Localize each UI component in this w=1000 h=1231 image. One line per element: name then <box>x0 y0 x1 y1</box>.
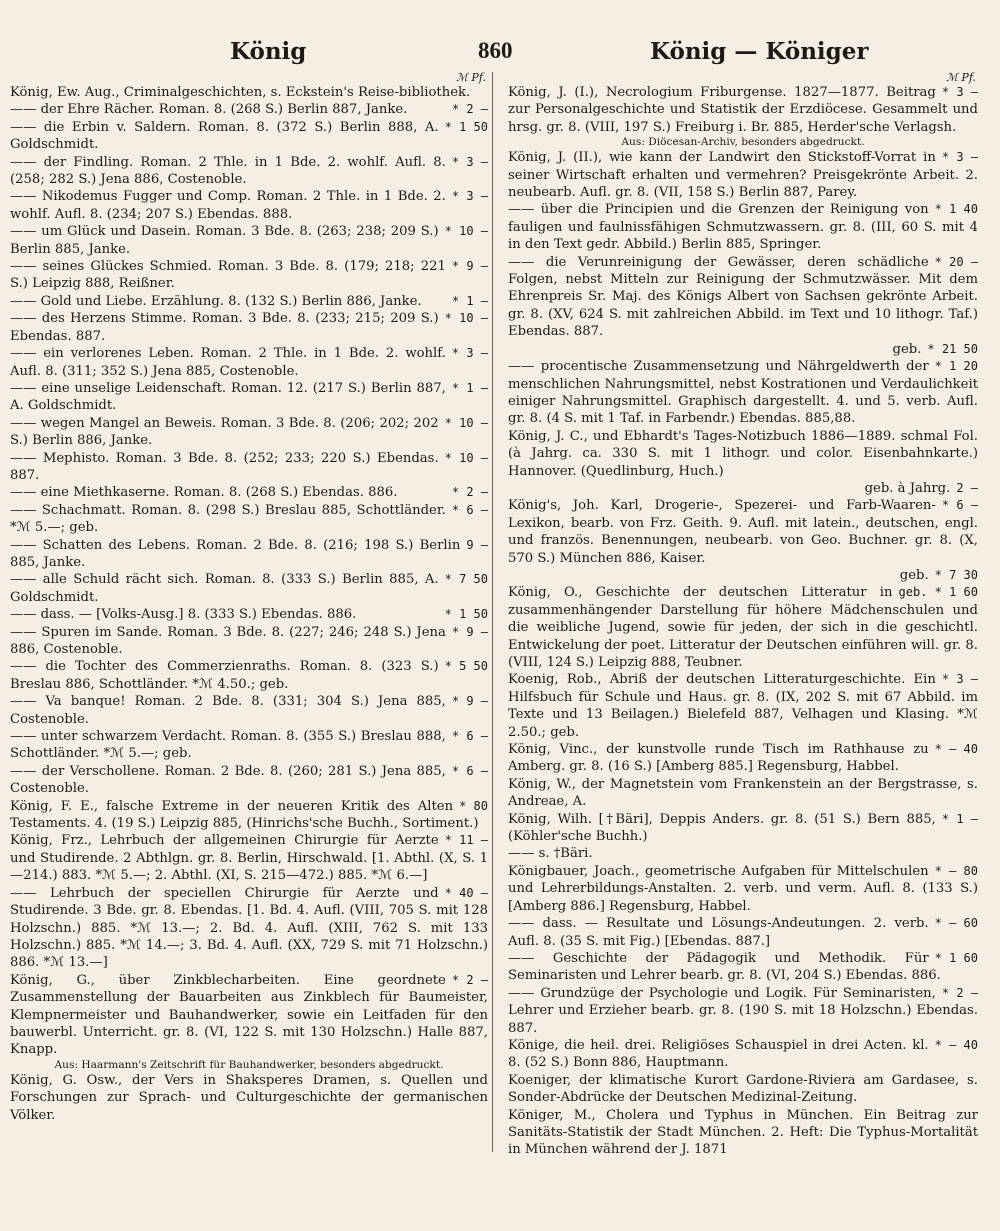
header-right-title: König — Königer <box>650 38 869 65</box>
catalog-entry <box>10 450 488 485</box>
entry-text: —— der Findling. Roman. 2 Thle. in 1 Bde. 2. wohlf. Aufl. 8. (258; 282 S.) Jena 886, Costenoble. <box>10 154 446 188</box>
entry-price: * 2 — <box>451 102 488 117</box>
entry-price: * — 60 <box>934 916 978 931</box>
catalog-entry <box>10 763 488 798</box>
catalog-entry <box>508 254 978 341</box>
entry-price: * 2 — <box>941 985 978 1000</box>
catalog-entry <box>508 776 978 811</box>
source-note <box>508 136 978 149</box>
catalog-entry <box>10 885 488 972</box>
catalog-entry <box>508 567 978 584</box>
entry-text: —— unter schwarzem Verdacht. Roman. 8. (355 S.) Breslau 888, Schottländer. *ℳ 5.—; geb. <box>10 729 446 762</box>
entry-price: * 1 50 <box>444 607 488 622</box>
page-number: 860 <box>478 38 513 63</box>
catalog-entry <box>10 606 488 623</box>
catalog-entry <box>508 497 978 567</box>
entry-text: —— ein verlorenes Leben. Roman. 2 Thle. in 1 Bde. 2. wohlf. Aufl. 8. (311; 352 S.) Jena 885, Costenoble. <box>10 346 446 379</box>
entry-text: —— Spuren im Sande. Roman. 3 Bde. 8. (227; 246; 248 S.) Jena 886, Costenoble. <box>10 624 446 657</box>
entry-price: * 10 — <box>444 224 488 239</box>
catalog-entry <box>508 428 978 480</box>
entry-price: * 7 50 <box>444 572 488 587</box>
entry-text: —— seines Glückes Schmied. Roman. 3 Bde. 8. (179; 218; 221 S.) Leipzig 888, Reißner. <box>10 259 446 292</box>
entry-price: * 20 — <box>934 254 978 269</box>
entry-text: Könige, die heil. drei. Religiöses Schauspiel in drei Acten. kl. 8. (52 S.) Bonn 886, Hauptmann. <box>508 1037 929 1071</box>
entry-price: * 10 — <box>444 450 488 465</box>
entry-price: * 9 — <box>451 694 488 709</box>
catalog-entry <box>508 950 978 985</box>
entry-text: —— Schachmatt. Roman. 8. (298 S.) Breslau 885, Schottländer. *ℳ 5.—; geb. <box>10 502 446 536</box>
entry-text: —— Geschichte der Pädagogik und Methodik. Für Seminaristen und Lehrer bearb. gr. 8. (VI, 204 S.) Ebendas. 886. <box>508 950 941 984</box>
entry-price: * 3 — <box>451 189 488 204</box>
entry-price: * 5 50 <box>444 659 488 674</box>
catalog-entry <box>10 293 488 310</box>
catalog-entry <box>10 502 488 537</box>
entry-text: —— die Verunreinigung der Gewässer, deren schädliche Folgen, nebst Mitteln zur Reinigung der Schmutzwässer. Mit dem Ehrenpreis Sr. Maj. des Königs Albert von Sachsen gekrönte Arbeit. gr. 8. (XV, 624 S. mit zahlreichen Abbild. im Text und 10 lithogr. Taf.) Ebendas. 887. <box>508 254 978 340</box>
entry-price: * 10 — <box>444 311 488 326</box>
catalog-entry <box>10 832 488 884</box>
catalog-entry <box>10 728 488 763</box>
catalog-entry <box>10 624 488 659</box>
catalog-entry <box>10 119 488 154</box>
entry-text: geb. <box>892 341 922 357</box>
entry-text: —— eine Miethkaserne. Roman. 8. (268 S.) Ebendas. 886. <box>10 485 398 501</box>
entry-price: * 9 — <box>451 259 488 274</box>
entry-price: * 10 — <box>444 415 488 430</box>
price-column-heading: ℳ Pf. <box>946 71 976 84</box>
entry-text: König, F. E., falsche Extreme in der neueren Kritik des Alten Testaments. 4. (19 S.) Leipzig 885, (Hinrichs'sche Buchh., Sortiment.) <box>10 798 479 832</box>
entry-text: Koenig, Rob., Abriß der deutschen Litteraturgeschichte. Ein Hilfsbuch für Schule und Haus. gr. 8. (IX, 202 S. mit 67 Abbild. im Texte und 13 Beilagen.) Bielefeld 887, Velhagen und Klasing. *ℳ 2.50.; geb. <box>508 672 978 740</box>
entry-text: König, Vinc., der kunstvolle runde Tisch im Rathhause zu Amberg. gr. 8. (16 S.) [Amberg 885.] Regensburg, Habbel. <box>508 742 929 775</box>
catalog-entry <box>508 358 978 428</box>
entry-text: Königbauer, Joach., geometrische Aufgaben für Mittelschulen und Lehrerbildungs-Anstalten. 2. verb. und verm. Aufl. 8. (133 S.) [Amberg 886.] Regensburg, Habbel. <box>508 863 978 914</box>
entry-text: —— Mephisto. Roman. 3 Bde. 8. (252; 233; 220 S.) Ebendas. 887. <box>10 450 439 483</box>
catalog-entry <box>10 258 488 293</box>
entry-price: * 6 — <box>451 502 488 517</box>
entry-text: —— des Herzens Stimme. Roman. 3 Bde. 8. (233; 215; 209 S.) Ebendas. 887. <box>10 311 439 344</box>
catalog-entry <box>508 671 978 741</box>
entry-text: —— s. †Bäri. <box>508 846 593 862</box>
catalog-entry <box>10 484 488 501</box>
entry-text: —— der Ehre Rächer. Roman. 8. (268 S.) Berlin 887, Janke. <box>10 102 408 118</box>
entry-price: * 1 50 <box>444 119 488 134</box>
catalog-entry <box>10 310 488 345</box>
entry-text: König, Ew. Aug., Criminalgeschichten, s. Eckstein's Reise-bibliothek. <box>10 85 471 100</box>
entry-text: König, G. Osw., der Vers in Shaksperes Dramen, s. Quellen und Forschungen zur Sprach- und Culturgeschichte der germanischen Völker. <box>10 1072 488 1123</box>
catalog-entry <box>508 811 978 846</box>
entry-text: König, J. C., und Ebhardt's Tages-Notizbuch 1886—1889. schmal Fol. (à Jahrg. ca. 330 S. mit 1 lithogr. und color. Eisenbahnkarte.) Hannover. (Quedlinburg, Huch.) <box>508 428 978 479</box>
entry-text: König, J. (I.), Necrologium Friburgense. 1827—1877. Beitrag zur Personalgeschichte und Statistik der Erzdiöcese. Gesammelt und hrsg. gr. 8. (VIII, 197 S.) Freiburg i. Br. 885, Herder'sche Verlagsh. <box>508 85 978 135</box>
catalog-entry <box>508 584 978 671</box>
entry-price: * 1 40 <box>934 202 978 217</box>
catalog-entry <box>10 223 488 258</box>
price-column-heading: ℳ Pf. <box>456 71 486 84</box>
catalog-entry <box>508 985 978 1037</box>
entry-price: * 1 — <box>941 811 978 826</box>
entry-price: * 2 — <box>451 972 488 987</box>
entry-price: * 3 — <box>941 150 978 165</box>
entry-text: —— über die Principien und die Grenzen der Reinigung von fauligen und faulnissfähigen Schmutzwassern. gr. 8. (III, 60 S. mit 4 in den Text gedr. Abbild.) Berlin 885, Springer. <box>508 202 978 253</box>
catalog-entry <box>508 480 978 497</box>
entry-text: geb. <box>899 567 929 583</box>
entry-price: * 3 — <box>941 85 978 99</box>
entry-price: * 6 — <box>451 729 488 744</box>
catalog-entry <box>508 341 978 358</box>
entry-price: * 6 — <box>941 498 978 513</box>
entry-price: geb. * 1 60 <box>898 585 978 600</box>
header-left-title: König <box>230 38 307 65</box>
catalog-entry <box>10 693 488 728</box>
entry-price: * 80 <box>459 798 488 813</box>
catalog-entry <box>10 658 488 693</box>
entry-text: Königer, M., Cholera und Typhus in München. Ein Beitrag zur Sanitäts-Statistik der Stadt München. 2. Heft: Die Typhus-Mortalität in München während der J. 1871 <box>508 1107 978 1158</box>
entry-text: —— Nikodemus Fugger und Comp. Roman. 2 Thle. in 1 Bde. 2. wohlf. Aufl. 8. (234; 207 S.) Ebendas. 888. <box>10 189 446 222</box>
entry-price: * 21 50 <box>927 341 978 356</box>
entry-price: * 1 20 <box>934 359 978 374</box>
entry-text: —— Schatten des Lebens. Roman. 2 Bde. 8. (216; 198 S.) Berlin 885, Janke. <box>10 537 461 570</box>
entry-price: * 7 30 <box>934 567 978 582</box>
entry-text: Koeniger, der klimatische Kurort Gardone-Riviera am Gardasee, s. Sonder-Abdrücke der Deutschen Medizinal-Zeitung. <box>508 1072 978 1106</box>
entry-price: * 9 — <box>451 624 488 639</box>
catalog-entry <box>508 149 978 201</box>
entry-text: —— eine unselige Leidenschaft. Roman. 12. (217 S.) Berlin 887, A. Goldschmidt. <box>10 380 446 414</box>
entry-text: —— die Tochter des Commerzienraths. Roman. 8. (323 S.) Breslau 886, Schottländer. *ℳ 4.50.; geb. <box>10 659 439 692</box>
entry-text: —— Grundzüge der Psychologie und Logik. Für Seminaristen, Lehrer und Erzieher bearb. gr. 8. (190 S. mit 18 Holzschn.) Ebendas. 887. <box>508 985 978 1036</box>
entry-price: * 40 — <box>444 885 488 900</box>
entry-text: Aus: Diöcesan-Archiv, besonders abgedruckt. <box>621 136 865 149</box>
entry-text: König, O., Geschichte der deutschen Litteratur in zusammenhängender Darstellung für höhere Mädchenschulen und die weibliche Jugend, sowie für jeden, der sich in die geschichtl. Entwickelung der poet. Litteratur der Deutschen einführen will. gr. 8. (VIII, 124 S.) Leipzig 888, Teubner. <box>508 585 978 670</box>
catalog-entry <box>10 84 488 101</box>
catalog-entry <box>10 972 488 1059</box>
catalog-entry <box>508 1037 978 1072</box>
page-header <box>0 38 1000 68</box>
entry-text: König, J. (II.), wie kann der Landwirt den Stickstoff-Vorrat in seiner Wirtschaft erhalten und vermehren? Preisgekrönte Arbeit. 2. neubearb. Aufl. gr. 8. (VII, 158 S.) Berlin 887, Parey. <box>508 150 978 201</box>
entry-price: * 6 — <box>451 763 488 778</box>
right-column <box>508 72 978 1159</box>
entry-text: —— dass. — [Volks-Ausg.] 8. (333 S.) Ebendas. 886. <box>10 607 357 623</box>
entry-price: * — 40 <box>934 1037 978 1052</box>
entry-price: * 3 — <box>451 154 488 169</box>
entry-text: König, W., der Magnetstein vom Frankenstein an der Bergstrasse, s. Andreae, A. <box>508 776 978 810</box>
catalog-entry <box>10 415 488 450</box>
catalog-entry <box>508 84 978 136</box>
entry-text: —— Va banque! Roman. 2 Bde. 8. (331; 304 S.) Jena 885, Costenoble. <box>10 694 446 727</box>
catalog-entry <box>508 915 978 950</box>
entry-text: —— dass. — Resultate und Lösungs-Andeutungen. 2. verb. Aufl. 8. (35 S. mit Fig.) [Ebendas. 887.] <box>508 916 929 949</box>
entry-text: König's, Joh. Karl, Drogerie-, Spezerei- und Farb-Waaren-Lexikon, bearb. von Frz. Geith. 9. Aufl. mit latein., deutschen, engl. und französ. Benennungen, neubearb. von Geo. Buchner. gr. 8. (X, 570 S.) München 886, Kaiser. <box>508 498 978 566</box>
catalog-entry <box>508 741 978 776</box>
entry-text: —— Lehrbuch der speciellen Chirurgie für Aerzte und Studirende. 3 Bde. gr. 8. Ebendas. [1. Bd. 4. Aufl. (VIII, 705 S. mit 128 Holzschn.) 885. *ℳ 13.—; 2. Bd. 4. Aufl. (XIII, 762 S. mit 133 Holzschn.) 885. *ℳ 14.—; 3. Bd. 4. Aufl. (XX, 729 S. mit 71 Holzschn.) 886. *ℳ 13.—] <box>10 885 488 971</box>
entry-text: —— wegen Mangel an Beweis. Roman. 3 Bde. 8. (206; 202; 202 S.) Berlin 886, Janke. <box>10 415 439 449</box>
catalog-entry <box>10 571 488 606</box>
entry-price: * — 80 <box>934 863 978 878</box>
entry-text: König, Frz., Lehrbuch der allgemeinen Chirurgie für Aerzte und Studirende. 2 Abthlgn. gr. 8. Berlin, Hirschwald. [1. Abthl. (X, S. 1—214.) 883. *ℳ 5.—; 2. Abthl. (XI, S. 215—472.) 885. *ℳ 6.—] <box>10 833 488 884</box>
catalog-entry <box>508 201 978 253</box>
entry-text: —— um Glück und Dasein. Roman. 3 Bde. 8. (263; 238; 209 S.) Berlin 885, Janke. <box>10 224 439 257</box>
catalog-entry <box>10 798 488 833</box>
entry-text: König, Wilh. [†Bäri], Deppis Anders. gr. 8. (51 S.) Bern 885, (Köhler'sche Buchh.) <box>508 811 936 845</box>
entry-price: 9 — <box>466 537 488 552</box>
left-column <box>10 72 488 1124</box>
entry-text: —— Gold und Liebe. Erzählung. 8. (132 S.) Berlin 886, Janke. <box>10 293 422 309</box>
entry-price: * 3 — <box>451 346 488 361</box>
source-note <box>10 1059 488 1072</box>
catalog-entry <box>10 101 488 118</box>
entry-text: König, G., über Zinkblecharbeiten. Eine geordnete Zusammenstellung der Bauarbeiten aus Zinkblech für Baumeister, Klempnermeister und Bauhandwerker, sowie ein Leitfaden für den bauwerbl. Unterricht. gr. 8. (VI, 122 S. mit 130 Holzschn.) Halle 887, Knapp. <box>10 972 488 1058</box>
entry-price: * — 40 <box>934 742 978 757</box>
entry-price: 2 — <box>956 480 978 495</box>
catalog-entry <box>508 863 978 915</box>
entry-price: * 1 — <box>451 380 488 395</box>
catalog-entry <box>10 154 488 189</box>
entry-price: * 2 — <box>451 485 488 500</box>
entry-price: * 1 — <box>451 293 488 308</box>
entry-text: —— der Verschollene. Roman. 2 Bde. 8. (260; 281 S.) Jena 885, Costenoble. <box>10 763 446 797</box>
entry-text: Aus: Haarmann's Zeitschrift für Bauhandwerker, besonders abgedruckt. <box>54 1058 444 1071</box>
catalog-entry <box>10 345 488 380</box>
entry-price: * 3 — <box>941 672 978 687</box>
entry-text: —— procentische Zusammensetzung und Nährgeldwerth der menschlichen Nahrungsmittel, nebst Kostrationen und Verdaulichkeit einiger Nahrungsmittel. Graphisch dargestellt. 4. und 5. verb. Aufl. gr. 8. (4 S. mit 1 Taf. in Farbendr.) Ebendas. 885,88. <box>508 359 978 427</box>
entry-text: geb. à Jahrg. <box>864 480 951 496</box>
catalog-entry <box>508 845 978 862</box>
entry-text: —— die Erbin v. Saldern. Roman. 8. (372 S.) Berlin 888, A. Goldschmidt. <box>10 119 439 153</box>
catalog-entry <box>508 1107 978 1159</box>
column-divider <box>492 72 493 1152</box>
catalog-entry <box>10 537 488 572</box>
catalog-entry <box>508 1072 978 1107</box>
catalog-entry <box>10 380 488 415</box>
catalog-entry <box>10 188 488 223</box>
entry-text: —— alle Schuld rächt sich. Roman. 8. (333 S.) Berlin 885, A. Goldschmidt. <box>10 572 439 605</box>
catalog-entry <box>10 1072 488 1124</box>
entry-price: * 11 — <box>444 833 488 848</box>
entry-price: * 1 60 <box>934 950 978 965</box>
